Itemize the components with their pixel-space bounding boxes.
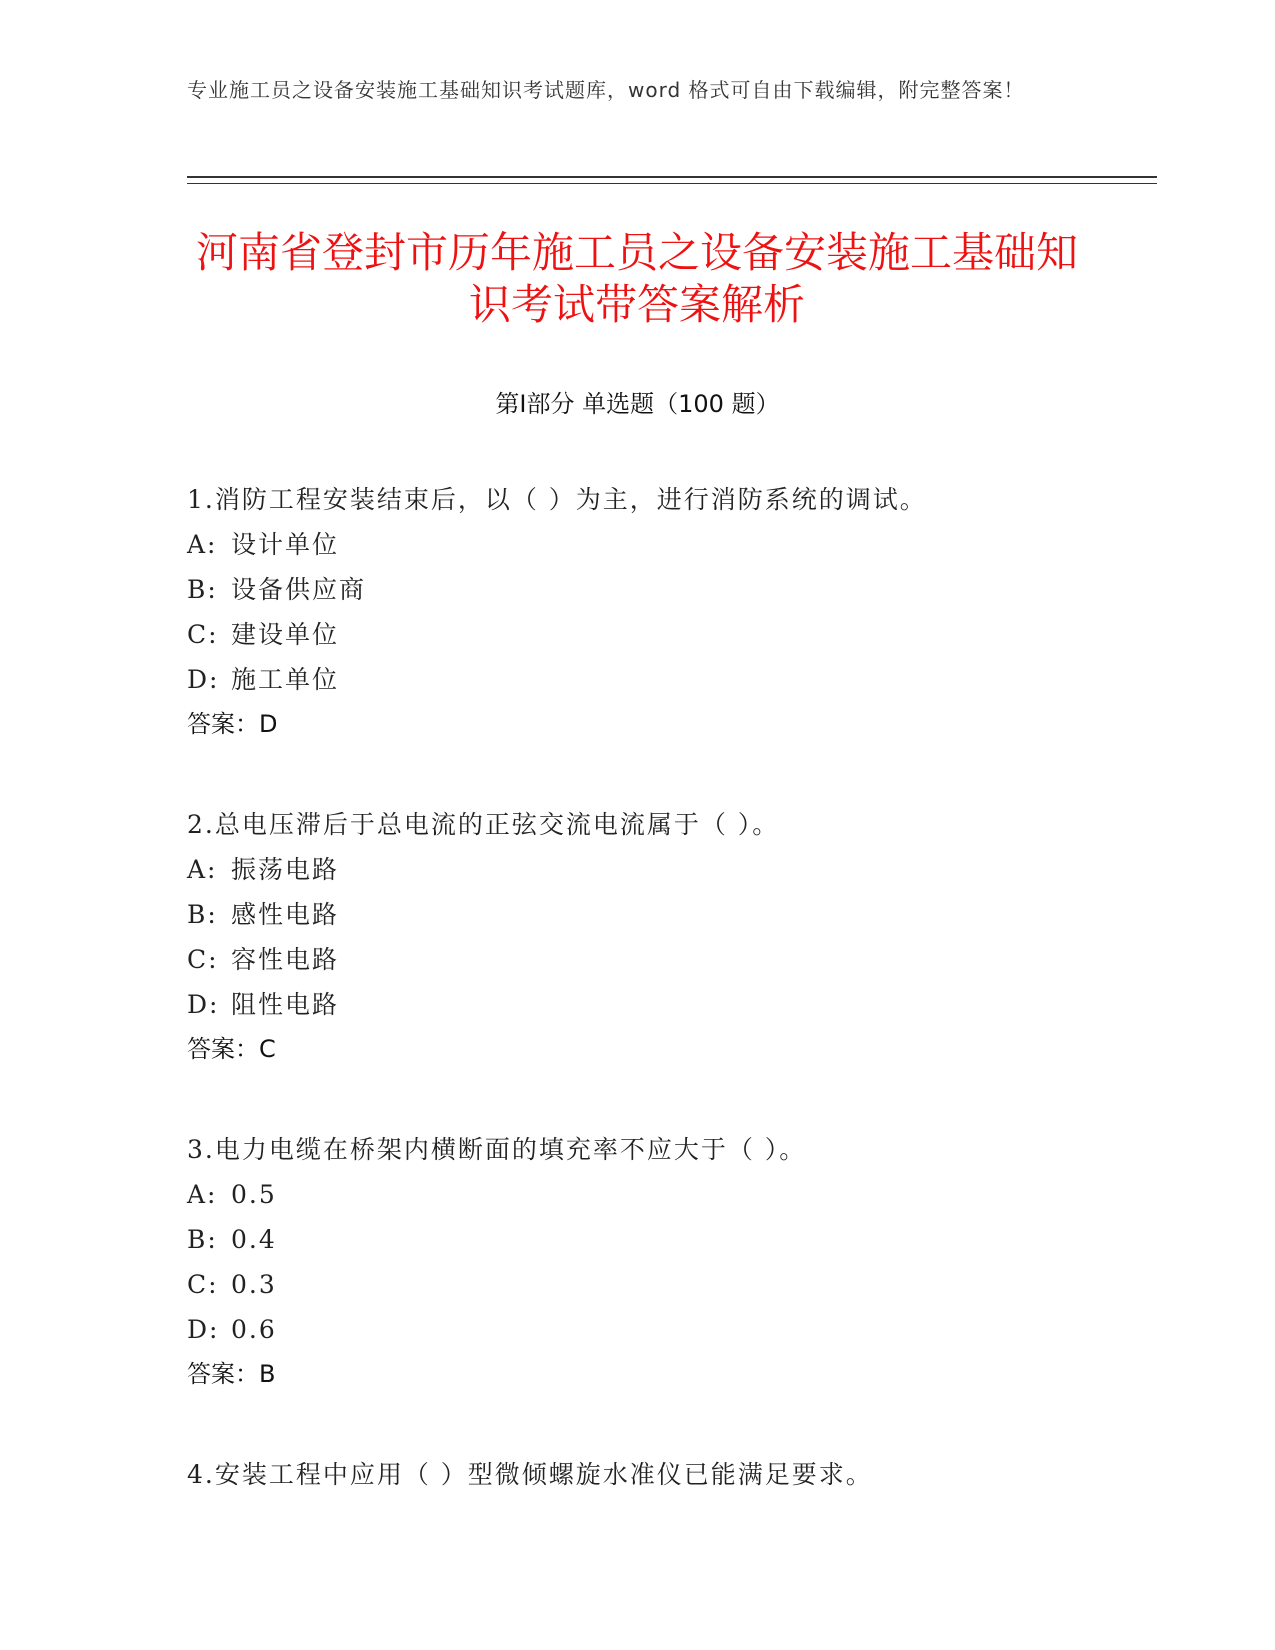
option-letter: B: — [187, 575, 218, 604]
question-list — [187, 478, 1147, 1554]
option-letter: C: — [187, 945, 219, 974]
option-c — [187, 612, 1147, 657]
option-d — [187, 982, 1147, 1027]
option-a — [187, 522, 1147, 567]
option-text: 设备供应商 — [231, 575, 367, 604]
question-item — [187, 1128, 1147, 1396]
option-letter: B: — [187, 1225, 218, 1254]
option-letter: C: — [187, 620, 219, 649]
option-text: 振荡电路 — [231, 855, 340, 884]
option-letter: C: — [187, 1270, 219, 1299]
option-a — [187, 1172, 1147, 1217]
option-text: 设计单位 — [231, 530, 340, 559]
answer-line: 答案：D — [187, 710, 278, 738]
header-divider-thin — [187, 183, 1157, 184]
question-item — [187, 1453, 1147, 1497]
document-title: 河南省登封市历年施工员之设备安装施工基础知识考试带答案解析 — [195, 228, 1078, 329]
question-stem: 2.总电压滞后于总电流的正弦交流电流属于（ ）。 — [187, 810, 780, 839]
option-d — [187, 1307, 1147, 1352]
option-c — [187, 1262, 1147, 1307]
option-text: 容性电路 — [231, 945, 340, 974]
header-divider-thick — [187, 176, 1157, 178]
option-letter: D: — [187, 665, 220, 694]
option-text: 施工单位 — [231, 665, 340, 694]
question-stem: 3.电力电缆在桥架内横断面的填充率不应大于（ ）。 — [187, 1135, 807, 1164]
question-stem: 1.消防工程安装结束后，以（ ）为主，进行消防系统的调试。 — [187, 485, 927, 514]
option-letter: D: — [187, 990, 220, 1019]
option-text: 0.3 — [231, 1270, 277, 1299]
option-text: 建设单位 — [231, 620, 340, 649]
option-d — [187, 657, 1147, 702]
question-item — [187, 803, 1147, 1071]
option-a — [187, 847, 1147, 892]
option-b — [187, 567, 1147, 612]
section-title: 第Ⅰ部分 单选题（100 题） — [495, 390, 780, 418]
option-letter: A: — [187, 530, 218, 559]
option-text: 0.4 — [231, 1225, 277, 1254]
option-text: 0.5 — [231, 1180, 277, 1209]
option-letter: D: — [187, 1315, 220, 1344]
option-b — [187, 892, 1147, 937]
option-letter: B: — [187, 900, 218, 929]
option-text: 感性电路 — [231, 900, 340, 929]
answer-line: 答案：C — [187, 1035, 276, 1063]
option-letter: A: — [187, 855, 218, 884]
option-letter: A: — [187, 1180, 218, 1209]
option-c — [187, 937, 1147, 982]
option-text: 阻性电路 — [231, 990, 340, 1019]
option-text: 0.6 — [231, 1315, 277, 1344]
question-stem: 4.安装工程中应用（ ）型微倾螺旋水准仪已能满足要求。 — [187, 1460, 873, 1489]
option-b — [187, 1217, 1147, 1262]
answer-line: 答案：B — [187, 1360, 276, 1388]
question-item — [187, 478, 1147, 746]
header-note: 专业施工员之设备安装施工基础知识考试题库，word 格式可自由下载编辑，附完整答案！ — [187, 78, 1025, 102]
